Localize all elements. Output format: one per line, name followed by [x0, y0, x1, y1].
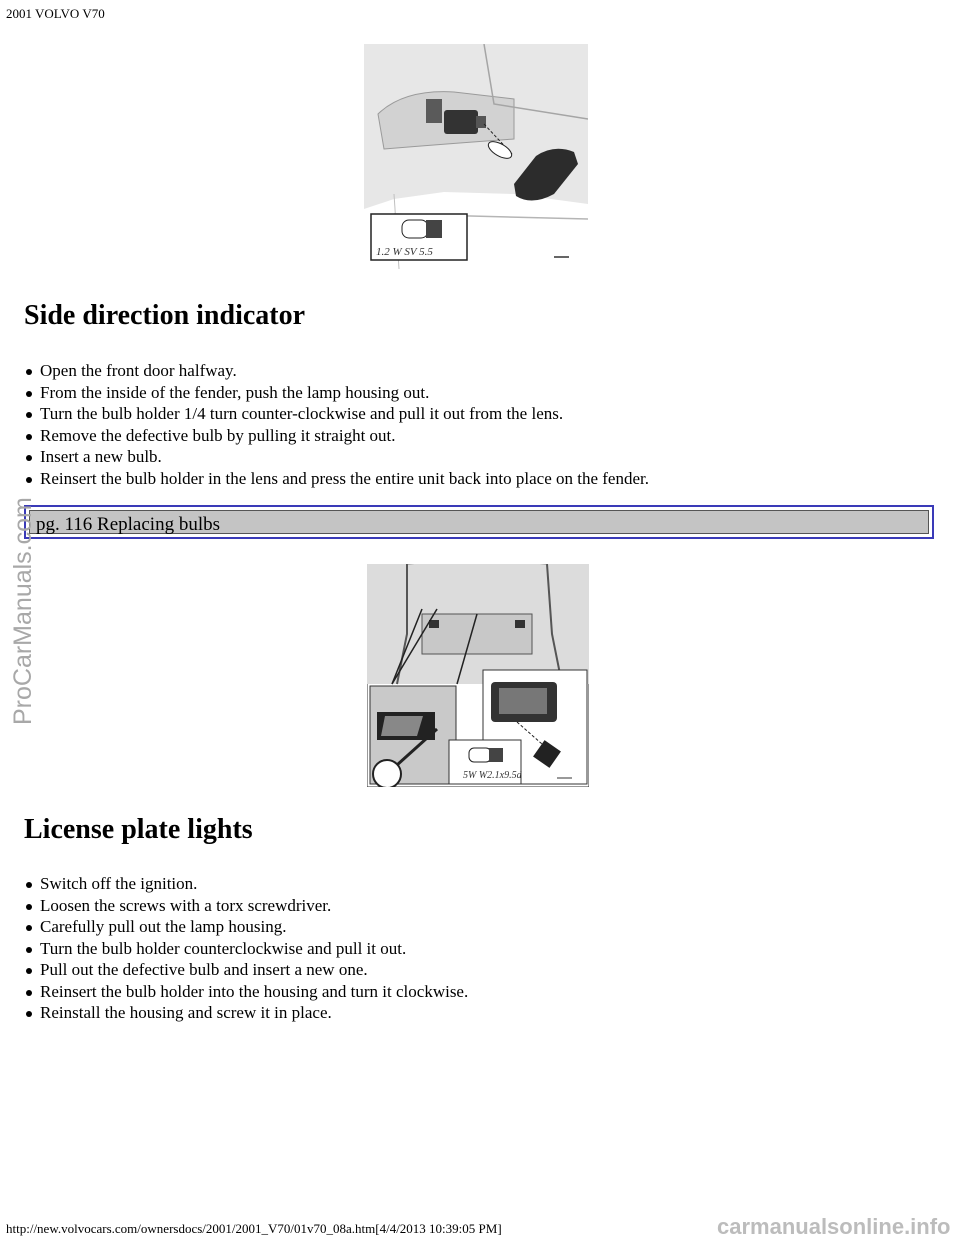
section-title-side-indicator: Side direction indicator [24, 300, 306, 331]
license-plate-drawing [367, 564, 589, 787]
list-item: Turn the bulb holder 1/4 turn counter-clockwise and pull it out from the lens. [22, 403, 649, 425]
license-plate-illustration [367, 564, 589, 787]
list-item: Remove the defective bulb by pulling it straight out. [22, 425, 649, 447]
page-nav-link[interactable]: pg. 116 Replacing bulbs [36, 514, 220, 535]
side-watermark: ProCarManuals.com [9, 497, 37, 725]
list-item: Reinsert the bulb holder in the lens and press the entire unit back into place on the fender. [22, 468, 649, 490]
page-nav-link-inner [29, 510, 929, 534]
page-footer-url: http://new.volvocars.com/ownersdocs/2001/2001_V70/01v70_08a.htm[4/4/2013 10:39:05 PM] [6, 1221, 502, 1236]
side-indicator-illustration [364, 44, 588, 269]
bulb-spec-label: 5W W2.1x9.5d [463, 770, 522, 781]
list-item: Turn the bulb holder counterclockwise and pull it out. [22, 938, 468, 960]
side-indicator-steps [22, 360, 649, 489]
page-header-title: 2001 VOLVO V70 [6, 6, 105, 21]
list-item: Open the front door halfway. [22, 360, 649, 382]
bottom-watermark: carmanualsonline.info [717, 1214, 951, 1239]
license-plate-steps [22, 873, 468, 1024]
list-item: From the inside of the fender, push the lamp housing out. [22, 382, 649, 404]
list-item: Reinstall the housing and screw it in place. [22, 1002, 468, 1024]
list-item: Insert a new bulb. [22, 446, 649, 468]
list-item: Switch off the ignition. [22, 873, 468, 895]
side-indicator-drawing [364, 44, 588, 269]
section-title-license-plate: License plate lights [24, 814, 253, 845]
list-item: Reinsert the bulb holder into the housing and turn it clockwise. [22, 981, 468, 1003]
list-item: Carefully pull out the lamp housing. [22, 916, 468, 938]
bulb-spec-label: 1.2 W SV 5.5 [376, 246, 433, 258]
list-item: Pull out the defective bulb and insert a new one. [22, 959, 468, 981]
page-nav-link-box[interactable] [24, 505, 934, 539]
list-item: Loosen the screws with a torx screwdriver. [22, 895, 468, 917]
